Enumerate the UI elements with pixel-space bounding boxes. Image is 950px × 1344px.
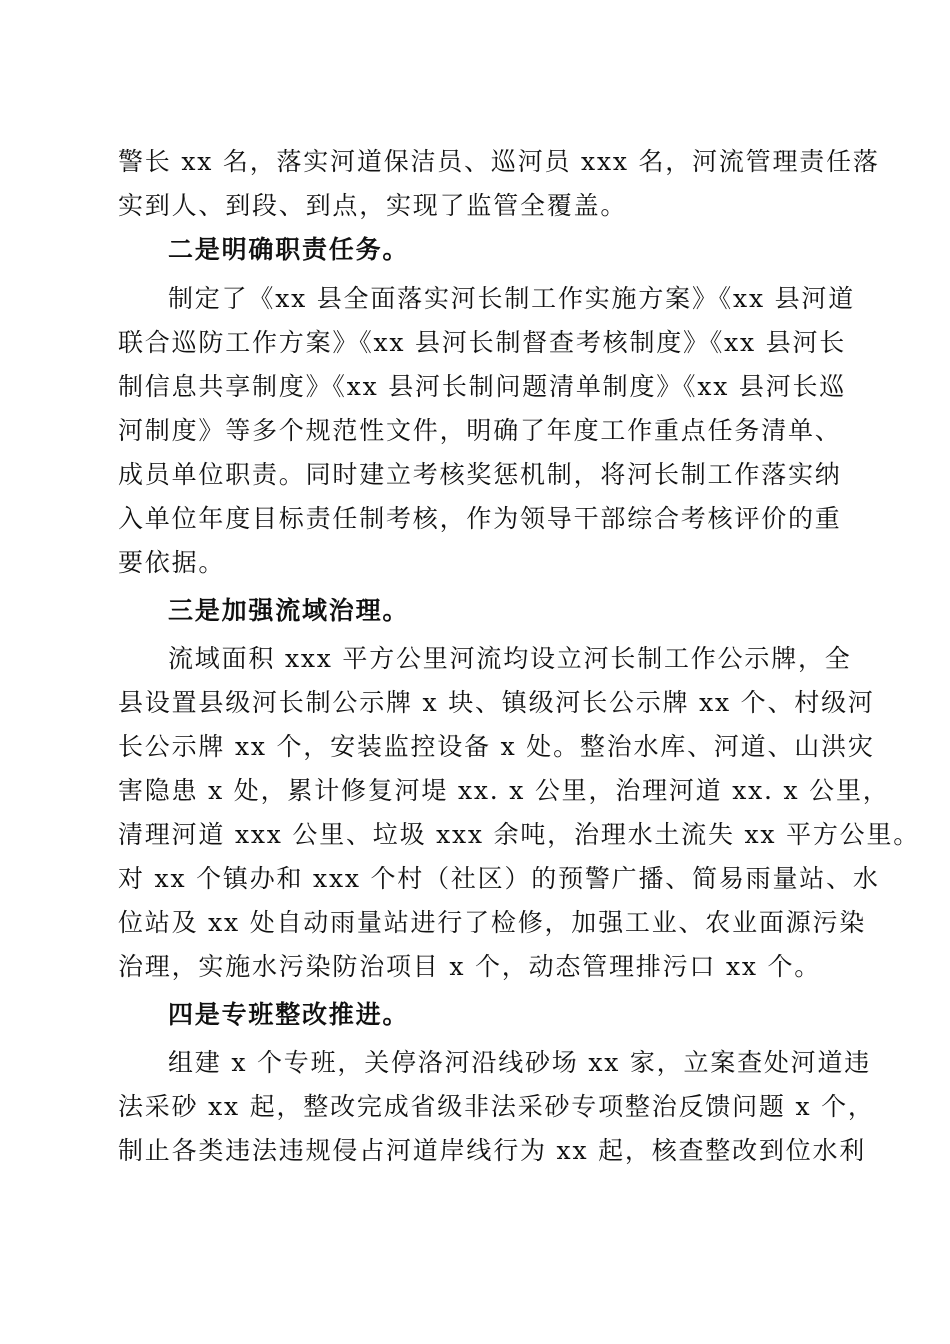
section-heading: 三是加强流域治理。 bbox=[168, 596, 410, 625]
paragraph-line: 制定了《xx 县全面落实河长制工作实施方案》《xx 县河道 bbox=[168, 284, 855, 313]
paragraph-line: 成员单位职责。同时建立考核奖惩机制，将河长制工作落实纳 bbox=[118, 460, 842, 489]
paragraph-line: 警长 xx 名，落实河道保洁员、巡河员 xxx 名，河流管理责任落 bbox=[118, 147, 880, 176]
paragraph-line: 法采砂 xx 起，整改完成省级非法采砂专项整治反馈问题 x 个， bbox=[118, 1092, 875, 1121]
paragraph-line: 制止各类违法违规侵占河道岸线行为 xx 起，核查整改到位水利 bbox=[118, 1136, 867, 1165]
paragraph-line: 县设置县级河长制公示牌 x 块、镇级河长公示牌 xx 个、村级河 bbox=[118, 688, 875, 717]
paragraph-line: 害隐患 x 处，累计修复河堤 xx. x 公里，治理河道 xx. x 公里， bbox=[118, 776, 890, 805]
paragraph-line: 河制度》等多个规范性文件，明确了年度工作重点任务清单、 bbox=[118, 416, 842, 445]
paragraph-line: 实到人、到段、到点，实现了监管全覆盖。 bbox=[118, 191, 628, 220]
paragraph-line: 要依据。 bbox=[118, 548, 226, 577]
paragraph-line: 入单位年度目标责任制考核，作为领导干部综合考核评价的重 bbox=[118, 504, 842, 533]
paragraph-line: 联合巡防工作方案》《xx 县河长制督查考核制度》《xx 县河长 bbox=[118, 328, 847, 357]
paragraph-line: 对 xx 个镇办和 xxx 个村（社区）的预警广播、简易雨量站、水 bbox=[118, 864, 880, 893]
paragraph-line: 制信息共享制度》《xx 县河长制问题清单制度》《xx 县河长巡 bbox=[118, 372, 847, 401]
paragraph-line: 长公示牌 xx 个，安装监控设备 x 处。整治水库、河道、山洪灾 bbox=[118, 732, 875, 761]
paragraph-line: 治理，实施水污染防治项目 x 个，动态管理排污口 xx 个。 bbox=[118, 952, 822, 981]
paragraph-line: 位站及 xx 处自动雨量站进行了检修，加强工业、农业面源污染 bbox=[118, 908, 867, 937]
paragraph-line: 组建 x 个专班，关停洛河沿线砂场 xx 家，立案查处河道违 bbox=[168, 1048, 872, 1077]
section-heading: 四是专班整改推进。 bbox=[168, 1000, 410, 1029]
paragraph-line: 清理河道 xxx 公里、垃圾 xxx 余吨，治理水土流失 xx 平方公里。 bbox=[118, 820, 921, 849]
paragraph-line: 流域面积 xxx 平方公里河流均设立河长制工作公示牌，全 bbox=[168, 644, 852, 673]
section-heading: 二是明确职责任务。 bbox=[168, 235, 410, 264]
